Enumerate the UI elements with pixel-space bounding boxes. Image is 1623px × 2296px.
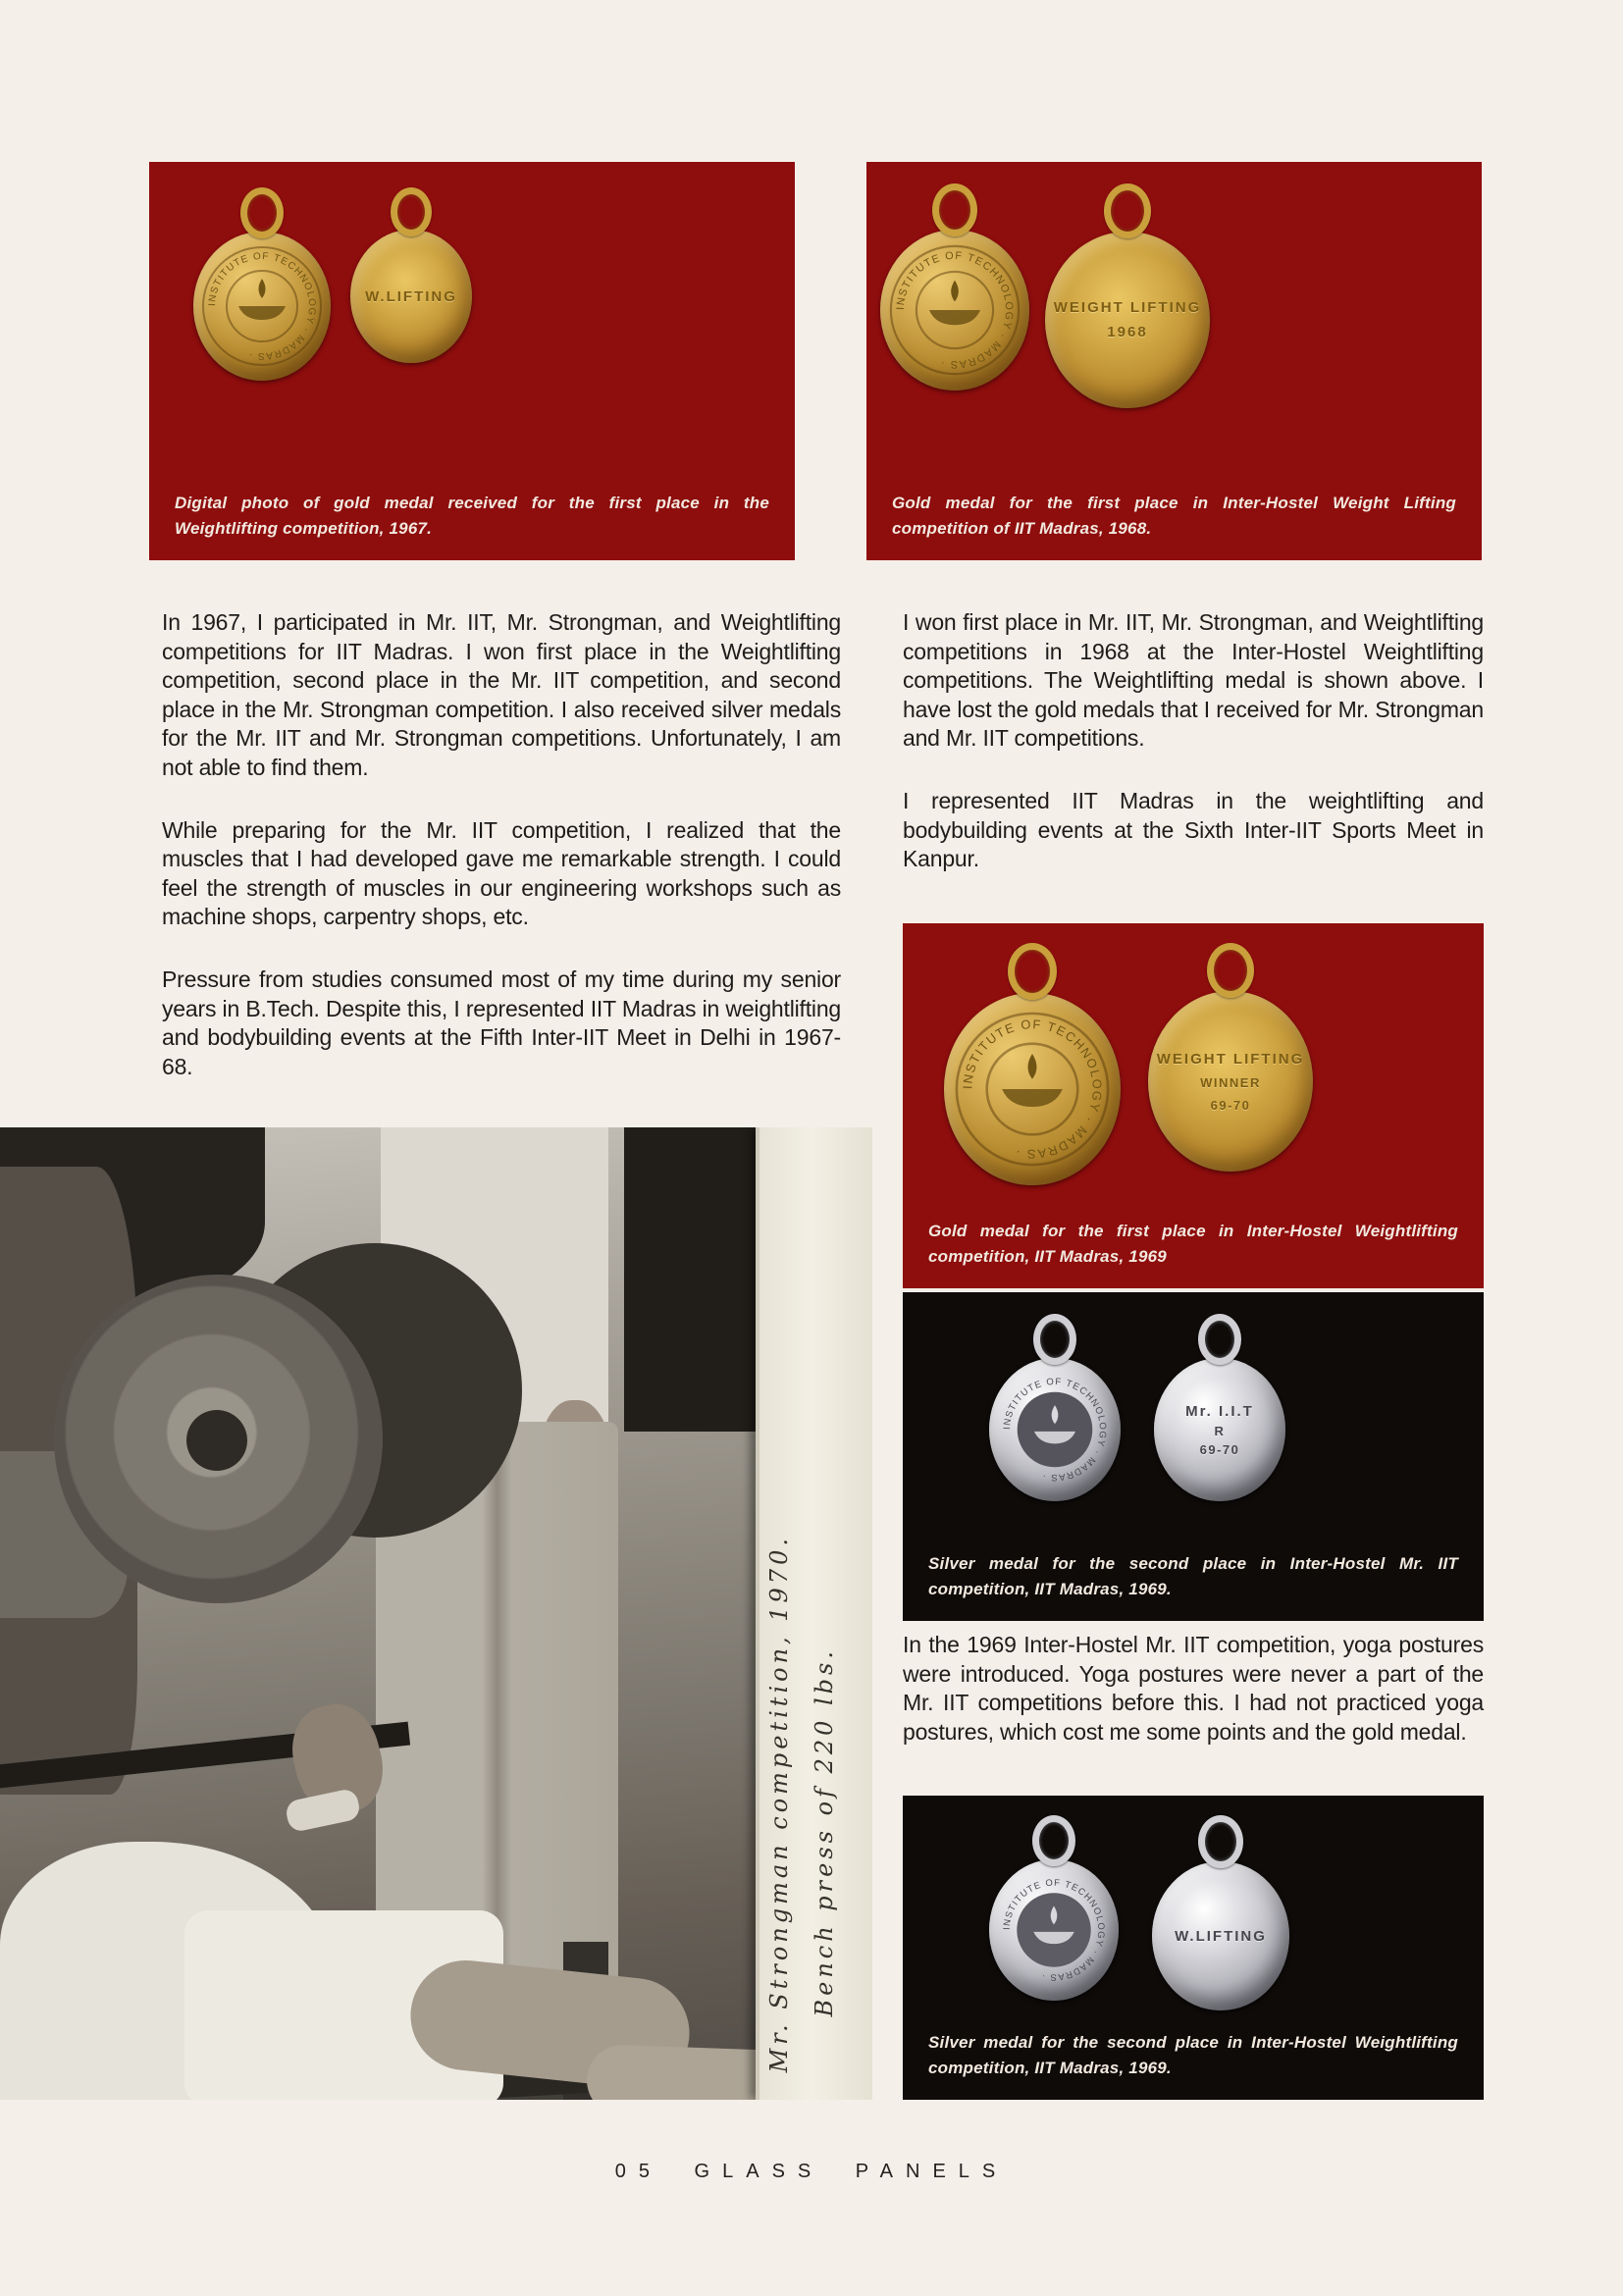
photo-panel-gold-1967 [149, 162, 795, 560]
medal-emblem-icon [880, 230, 1029, 391]
medal-rim-text: INSTITUTE OF TECHNOLOGY · MADRAS · [894, 249, 1016, 371]
medal-front-disc [944, 993, 1121, 1185]
medal-engraving-line: WINNER [1200, 1074, 1261, 1090]
medal-back-disc [1148, 991, 1313, 1172]
panel-caption: Digital photo of gold medal received for the first place in the Weightlifting competition, 1967. [175, 494, 769, 538]
medal-engraving-line: W.LIFTING [1175, 1927, 1267, 1945]
lamp-bowl-icon [1002, 1089, 1063, 1107]
medal-row [903, 1292, 1484, 1551]
page-footer: 05 GLASS PANELS [614, 2161, 1009, 2182]
medal-ring-icon [1104, 183, 1151, 238]
photo-barbell-hub-shape [186, 1410, 247, 1471]
medal-engraving-line: 1968 [1107, 324, 1148, 340]
medal-rim-text: INSTITUTE OF TECHNOLOGY · MADRAS · [960, 1017, 1105, 1162]
svg-text:INSTITUTE OF TECHNOLOGY · MADR [207, 251, 317, 361]
medal-ring-icon [1008, 943, 1057, 1000]
medal-engraving-line: 69-70 [1199, 1441, 1240, 1457]
medal-emblem-icon [989, 1358, 1121, 1501]
medal-rim-text: INSTITUTE OF TECHNOLOGY · MADRAS · [206, 250, 318, 362]
medal-row [149, 162, 795, 491]
bench-press-photo [0, 1127, 872, 2100]
photo-panel-gold-1968 [866, 162, 1482, 560]
medal-rim-text: INSTITUTE OF TECHNOLOGY · MADRAS · [1000, 1876, 1108, 1984]
silver-medal-front [989, 1314, 1121, 1501]
silver-medal-front [989, 1815, 1119, 2001]
lamp-flame-icon [259, 279, 266, 298]
photo-margin-paper-strip [756, 1127, 872, 2100]
medal-ring-icon [240, 187, 284, 238]
medal-ring-icon [1032, 1815, 1075, 1866]
handwritten-note: Mr. Strongman competition, 1970. [765, 1534, 793, 2072]
svg-text:INSTITUTE OF TECHNOLOGY · MADR [895, 250, 1015, 371]
medal-ring-icon [391, 187, 432, 236]
yoga-paragraph-block [903, 1631, 1484, 1747]
lamp-flame-icon [951, 281, 959, 302]
medal-engraving-line: Mr. I.I.T [1185, 1402, 1254, 1420]
svg-text:INSTITUTE OF TECHNOLOGY · MADR [960, 1017, 1105, 1162]
gold-medal-back [350, 187, 472, 363]
medal-engraving-line: WEIGHT LIFTING [1053, 299, 1202, 316]
body-paragraph: Pressure from studies consumed most of my time during my senior years in B.Tech. Despite this, I represented IIT Madras in weightlifting and bodybuilding events at the Fifth Inter-IIT Meet in Delhi in 1967-68. [162, 965, 841, 1079]
medal-emblem-icon [193, 232, 331, 381]
photo-panel-silver-mr-iit-1969 [903, 1292, 1484, 1621]
medal-ring-icon [1033, 1314, 1076, 1365]
gold-medal-front [193, 187, 331, 381]
medal-back-disc [1045, 232, 1210, 408]
right-text-column [903, 608, 1484, 874]
photo-panel-silver-weightlifting-1969 [903, 1796, 1484, 2100]
lamp-bowl-icon [238, 306, 286, 320]
medal-front-disc [989, 1358, 1121, 1501]
gold-medal-back [1045, 183, 1210, 408]
medal-emblem-icon [944, 993, 1121, 1185]
medal-back-disc [1154, 1358, 1285, 1501]
body-paragraph: In the 1969 Inter-Hostel Mr. IIT competition, yoga postures were introduced. Yoga postures were never a part of the Mr. IIT competitions before this. I had not practiced yoga postures, which cost me some points and the gold medal. [903, 1632, 1484, 1745]
medal-emblem-icon [989, 1859, 1119, 2001]
lamp-flame-icon [1028, 1054, 1037, 1079]
medal-back-disc [350, 230, 472, 363]
gold-medal-front [944, 943, 1121, 1185]
gold-medal-front [880, 183, 1029, 391]
medal-ring-icon [1207, 943, 1254, 998]
medal-front-disc [989, 1859, 1119, 2001]
silver-medal-back [1152, 1815, 1289, 2010]
medal-row [903, 1796, 1484, 2030]
medal-front-disc [193, 232, 331, 381]
medal-rim-text: INSTITUTE OF TECHNOLOGY · MADRAS · [1002, 1376, 1109, 1484]
silver-medal-back [1154, 1314, 1285, 1501]
medal-back-disc [1152, 1861, 1289, 2010]
panel-caption: Gold medal for the first place in Inter-Hostel Weightlifting competition, IIT Madras, 1969 [928, 1222, 1458, 1266]
handwritten-note: Bench press of 220 lbs. [811, 1647, 838, 2017]
medal-engraving-line: W.LIFTING [365, 287, 457, 305]
body-paragraph: While preparing for the Mr. IIT competition, I realized that the muscles that I had developed gave me remarkable strength. I could feel the strength of muscles in our engineering workshops such as machine shops, carpentry shops, etc. [162, 816, 841, 930]
medal-engraving-line: WEIGHT LIFTING [1156, 1050, 1305, 1068]
photo-panel-gold-1969 [903, 923, 1484, 1288]
medal-ring-icon [932, 183, 977, 236]
panel-caption: Silver medal for the second place in Inter-Hostel Weightlifting competition, IIT Madras, 1969. [928, 2033, 1458, 2077]
photo-wristband-shape [284, 1788, 361, 1834]
panel-caption: Silver medal for the second place in Inter-Hostel Mr. IIT competition, IIT Madras, 1969. [928, 1554, 1458, 1598]
body-paragraph: I represented IIT Madras in the weightlifting and bodybuilding events at the Sixth Inter-IIT Sports Meet in Kanpur. [903, 787, 1484, 872]
gold-medal-back [1148, 943, 1313, 1172]
medal-engraving-line: R [1214, 1423, 1226, 1438]
medal-engraving-line: 69-70 [1210, 1097, 1251, 1113]
medal-row [903, 923, 1484, 1219]
body-paragraph: In 1967, I participated in Mr. IIT, Mr. Strongman, and Weightlifting competitions for IIT Madras. I won first place in the Weightlifting competition, second place in the Mr. IIT competition, and second place in the Mr. Strongman competition. I also received silver medals for the Mr. IIT and Mr. Strongman competitions. Unfortunately, I am not able to find them. [162, 609, 841, 780]
panel-caption: Gold medal for the first place in Inter-Hostel Weight Lifting competition of IIT Madras, 1968. [892, 494, 1456, 538]
medal-ring-icon [1198, 1314, 1241, 1365]
medal-row [866, 162, 1482, 491]
lamp-bowl-icon [929, 310, 980, 325]
left-text-column [162, 608, 841, 1081]
medal-front-disc [880, 230, 1029, 391]
body-paragraph: I won first place in Mr. IIT, Mr. Strongman, and Weightlifting competitions in 1968 at the Inter-Hostel Weightlifting competitions. The Weightlifting medal is shown above. I have lost the gold medals that I received for Mr. Strongman and Mr. IIT competitions. [903, 609, 1484, 752]
medal-ring-icon [1198, 1815, 1243, 1868]
